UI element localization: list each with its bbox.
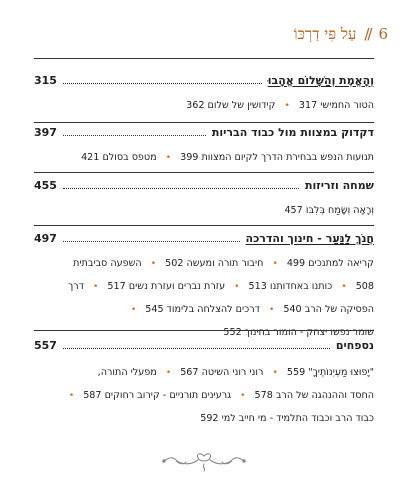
entry-title: דרכים להצלחה בלימוד — [166, 304, 260, 315]
section-divider — [34, 172, 374, 173]
toc-section — [34, 70, 374, 117]
bullet-icon: • — [268, 305, 275, 315]
bullet-icon: • — [341, 282, 347, 292]
leader-dots — [63, 348, 330, 349]
entry-page: 499 — [286, 258, 306, 269]
toc-section — [34, 335, 374, 430]
bullet-icon: • — [165, 368, 172, 378]
entry-page: 578 — [254, 390, 273, 401]
toc-section — [34, 228, 374, 344]
bullet-icon: • — [165, 153, 172, 163]
entry-title: שומר נפשו יצחק - הומור בחינוך — [244, 327, 374, 338]
toc-line — [34, 275, 374, 298]
entry-title: מטפס בסולם — [102, 152, 157, 163]
entry-title: החסד וההנהגה של הרב — [275, 390, 374, 401]
entry-title: "יָפוּצוּ מַעְיְנוֹתֶיךָ" — [308, 367, 374, 378]
entry-page: 517 — [107, 281, 126, 292]
entry-title: הטור החמישי — [320, 100, 374, 111]
bullet-icon: • — [68, 391, 75, 401]
entry-page: 592 — [200, 413, 219, 424]
floral-divider-icon — [154, 450, 254, 472]
entry-title: גרעינים תורניים - קירוב רחוקים — [104, 390, 232, 401]
toc-line — [34, 199, 374, 222]
section-page: 397 — [34, 125, 57, 139]
entry-page: 559 — [286, 367, 306, 378]
bullet-icon: • — [150, 259, 157, 269]
toc-line — [34, 252, 374, 275]
section-divider — [34, 225, 374, 226]
section-divider — [34, 58, 374, 59]
section-title: נספחים — [335, 338, 374, 352]
entry-page: 540 — [283, 304, 302, 315]
entry-page: 545 — [145, 304, 164, 315]
header-separator: // — [364, 25, 371, 43]
entry-title: כבוד הרב וכבוד התלמיד - מי חייב למי — [221, 413, 374, 424]
entry-page: 513 — [248, 281, 267, 292]
entry-title: עזרת נברים ועזרת נשים — [128, 281, 226, 292]
toc-line — [34, 407, 374, 430]
entry-page: 399 — [180, 152, 199, 163]
entry-title: קריאה למתנכים — [308, 258, 374, 269]
leader-dots — [63, 135, 206, 136]
section-page: 455 — [34, 178, 57, 192]
entry-page: 421 — [81, 152, 100, 163]
entry-title: רוני רוני השיטה — [201, 367, 264, 378]
section-title: וְהָאֱמֶת וְהַשָּׁלוֹם אֱהָבוּ — [267, 73, 374, 87]
bullet-icon: • — [93, 282, 99, 292]
entry-title: קידושין של שלום — [207, 100, 276, 111]
entry-page: 317 — [298, 100, 318, 111]
entry-title: תנועות הנפש בבחירת הדרך לקיום המצוות — [201, 152, 374, 163]
bullet-icon: • — [130, 305, 137, 315]
entry-page: 508 — [355, 281, 374, 292]
bullet-icon: • — [284, 101, 290, 111]
running-header — [20, 22, 388, 46]
section-page: 315 — [34, 73, 57, 87]
entry-page: 552 — [223, 327, 242, 338]
section-divider — [34, 330, 374, 331]
toc-section — [34, 175, 374, 222]
entry-page: 362 — [186, 100, 205, 111]
bullet-icon: • — [272, 368, 278, 378]
section-title: שמחה וזריזות — [305, 178, 374, 192]
entry-page: 587 — [83, 390, 102, 401]
leader-dots — [63, 83, 262, 84]
entry-title: חיבור תורה ומעשה — [186, 258, 264, 269]
toc-line — [34, 298, 374, 321]
section-title: חֲנֹךְ לַנַּעַר - חינוך והדרכה — [245, 231, 374, 245]
book-title: עַל פִּי דַרְכּוֹ — [293, 24, 357, 43]
entry-title: הפסיקה של הרב — [304, 304, 374, 315]
page-number: 6 — [378, 25, 388, 43]
entry-title: דרך — [68, 281, 84, 292]
entry-page: 567 — [180, 367, 199, 378]
bullet-icon: • — [234, 282, 240, 292]
section-title: דקדוק במצוות מול כבוד הבריות — [211, 125, 374, 139]
entry-title: מפעלי התורה, — [97, 367, 157, 378]
toc-line — [34, 146, 374, 169]
toc-line — [34, 384, 374, 407]
leader-dots — [63, 241, 240, 242]
toc-section — [34, 122, 374, 169]
bullet-icon: • — [240, 391, 246, 401]
entry-title: כותנו באחדותנו — [269, 281, 333, 292]
entry-page: 457 — [284, 205, 303, 216]
leader-dots — [63, 188, 299, 189]
section-page: 497 — [34, 231, 57, 245]
toc-line — [34, 361, 374, 384]
entry-page: 502 — [165, 258, 184, 269]
bullet-icon: • — [272, 259, 278, 269]
section-page: 557 — [34, 338, 57, 352]
entry-title: השפעה סביבתית — [73, 258, 142, 269]
toc-line — [34, 94, 374, 117]
entry-title: וְרָאָה וְשָׂמַח בְּלִבּוֹ — [305, 205, 374, 216]
